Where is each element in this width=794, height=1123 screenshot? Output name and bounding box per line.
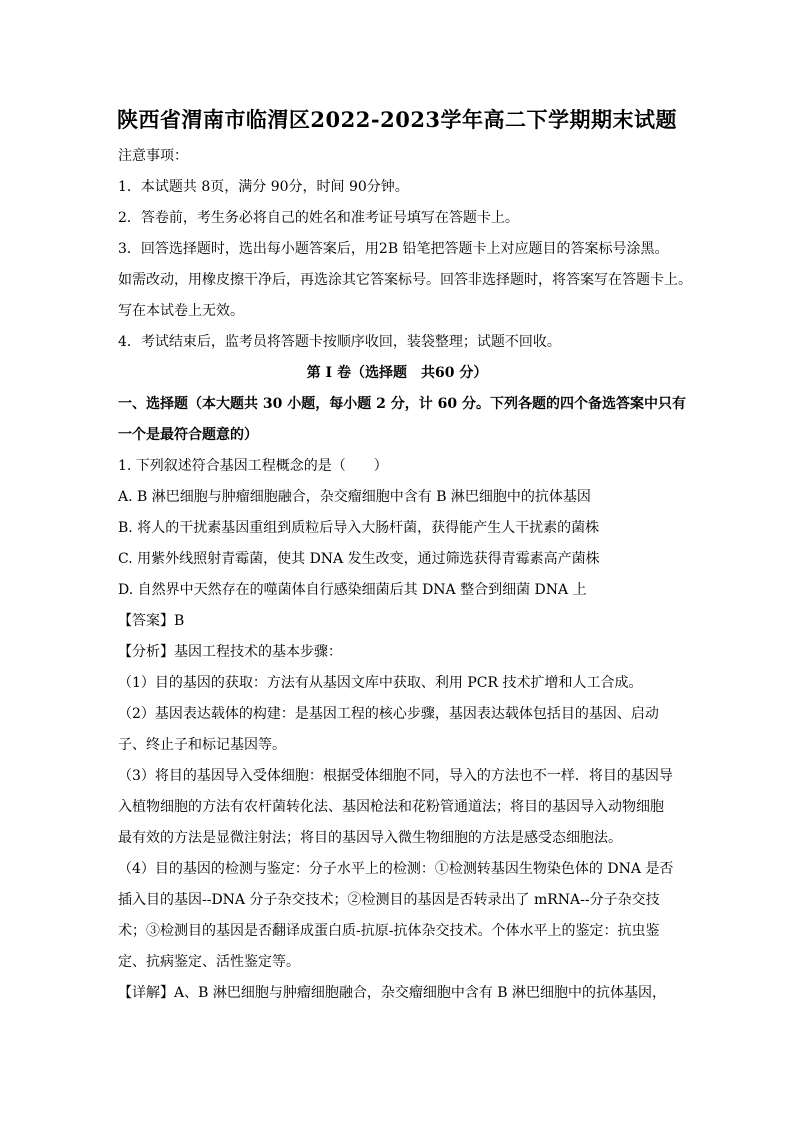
note-line: 3．回答选择题时，选出每小题答案后，用2B 铅笔把答题卡上对应题目的答案标号涂黑。 (118, 241, 669, 257)
analysis-line: （2）基因表达载体的构建：是基因工程的核心步骤，基因表达载体包括目的基因、启动 (118, 706, 659, 722)
detail-line: 【详解】A、B 淋巴细胞与肿瘤细胞融合，杂交瘤细胞中含有 B 淋巴细胞中的抗体基因， (118, 985, 667, 1001)
analysis-line: 入植物细胞的方法有农杆菌转化法、基因枪法和花粉管通道法；将目的基因导入动物细胞 (118, 799, 664, 815)
page-title: 陕西省渭南市临渭区2022-2023学年高二下学期期末试题 (116, 107, 678, 132)
option-a: A. B 淋巴细胞与肿瘤细胞融合，杂交瘤细胞中含有 B 淋巴细胞中的抗体基因 (118, 489, 591, 505)
option-b: B. 将人的干扰素基因重组到质粒后导入大肠杆菌，获得能产生人干扰素的菌株 (118, 520, 600, 536)
notes-heading: 注意事项： (118, 148, 188, 164)
question-stem: 1. 下列叙述符合基因工程概念的是（ ） (118, 458, 388, 474)
instructions-line: 一个是最符合题意的） (118, 427, 258, 443)
analysis-line: 插入目的基因--DNA 分子杂交技术；②检测目的基因是否转录出了 mRNA--分子杂交技 (118, 892, 660, 908)
note-line: 4．考试结束后，监考员将答题卡按顺序收回，装袋整理；试题不回收。 (118, 334, 561, 350)
analysis-line: 【分析】基因工程技术的基本步骤： (118, 644, 342, 660)
note-line: 2．答卷前，考生务必将自己的姓名和准考证号填写在答题卡上。 (118, 210, 519, 226)
analysis-line: 术；③检测目的基因是否翻译成蛋白质-抗原-抗体杂交技术。个体水平上的鉴定：抗虫鉴 (118, 923, 660, 939)
analysis-line: （4）目的基因的检测与鉴定：分子水平上的检测：①检测转基因生物染色体的 DNA 是否 (118, 861, 674, 877)
option-d: D. 自然界中天然存在的噬菌体自行感染细菌后其 DNA 整合到细菌 DNA 上 (118, 582, 587, 598)
instructions-line: 一、选择题（本大题共 30 小题，每小题 2 分，计 60 分。下列各题的四个备选答案中只有 (118, 396, 686, 412)
option-c: C. 用紫外线照射青霉菌，使其 DNA 发生改变，通过筛选获得青霉素高产菌株 (118, 551, 600, 567)
section-heading: 第 I 卷（选择题 共60 分） (306, 365, 488, 381)
analysis-line: 子、终止子和标记基因等。 (118, 737, 286, 753)
note-line: 如需改动，用橡皮擦干净后，再选涂其它答案标号。回答非选择题时，将答案写在答题卡上。 (118, 272, 692, 288)
note-line: 写在本试卷上无效。 (118, 303, 244, 319)
note-line: 1．本试题共 8页，满分 90分，时间 90分钟。 (118, 179, 409, 195)
analysis-line: 定、抗病鉴定、活性鉴定等。 (118, 954, 300, 970)
analysis-line: （3）将目的基因导入受体细胞：根据受体细胞不同，导入的方法也不一样．将目的基因导 (118, 768, 673, 784)
answer-line: 【答案】B (118, 613, 185, 629)
analysis-line: 最有效的方法是显微注射法；将目的基因导入微生物细胞的方法是感受态细胞法。 (118, 830, 622, 846)
analysis-line: （1）目的基因的获取：方法有从基因文库中获取、利用 PCR 技术扩增和人工合成。 (118, 675, 643, 691)
